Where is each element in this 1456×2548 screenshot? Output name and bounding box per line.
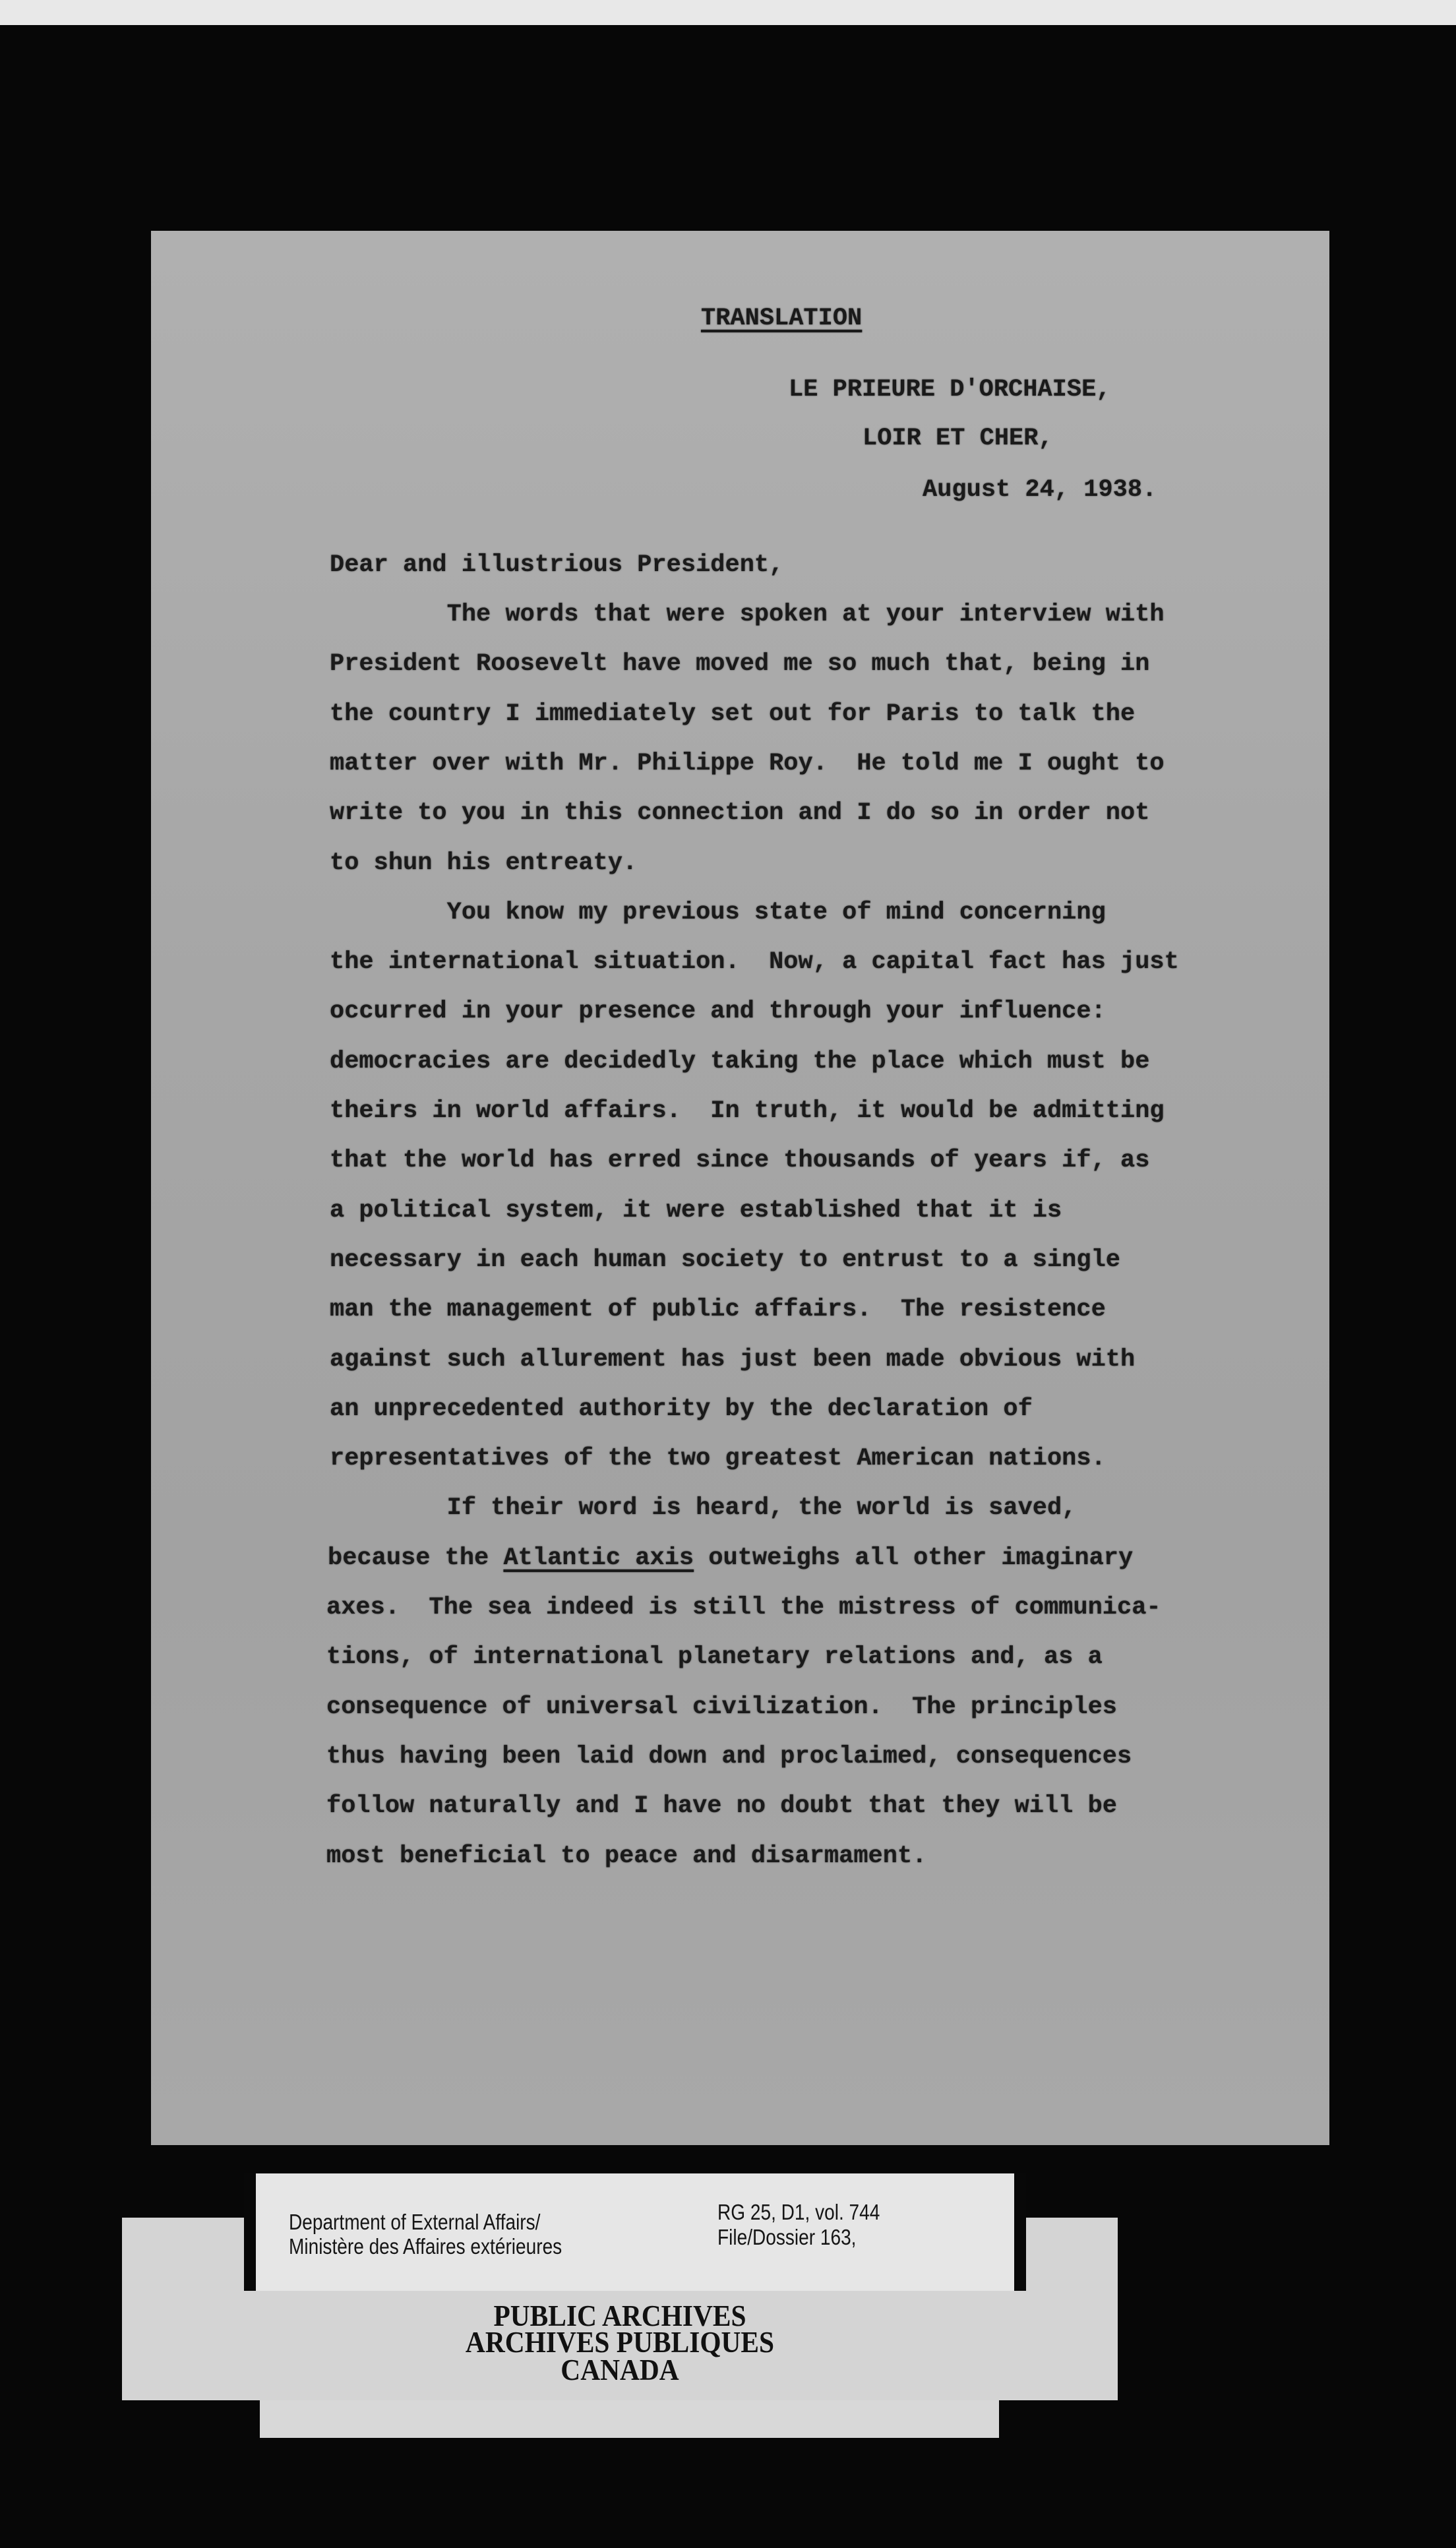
body-line: If their word is heard, the world is saved, <box>330 1494 1077 1523</box>
body-line: against such allurement has just been made obvious with <box>330 1345 1136 1374</box>
body-line: a political system, it were established that it is <box>330 1196 1062 1225</box>
body-line: necessary in each human society to entrust to a single <box>330 1246 1120 1274</box>
address-line-1: LE PRIEURE D'ORCHAISE, <box>789 376 1111 404</box>
text: because the <box>328 1544 504 1572</box>
body-line: representatives of the two greatest American nations. <box>330 1445 1106 1473</box>
document-title: TRANSLATION <box>701 305 863 332</box>
body-line: You know my previous state of mind concerning <box>330 898 1106 926</box>
body-line: democracies are decidedly taking the place which must be <box>330 1047 1150 1076</box>
body-line: man the management of public affairs. The resistence <box>330 1296 1106 1324</box>
body-line: matter over with Mr. Philippe Roy. He told me I ought to <box>330 749 1165 777</box>
body-line: the country I immediately set out for Paris to talk the <box>330 700 1136 728</box>
text: outweighs all other imaginary <box>694 1544 1134 1572</box>
body-line: consequence of universal civilization. The principles <box>326 1693 1117 1721</box>
body-line: The words that were spoken at your interview with <box>330 601 1165 628</box>
body-line: an unprecedented authority by the declaration of <box>330 1395 1033 1423</box>
address-line-2: LOIR ET CHER, <box>863 425 1053 452</box>
body-line: occurred in your presence and through your influence: <box>330 998 1106 1026</box>
record-group-reference: RG 25, D1, vol. 744 <box>717 2200 880 2224</box>
letter-date: August 24, 1938. <box>923 476 1157 504</box>
label-bottom-strip <box>260 2400 999 2438</box>
body-line: to shun his entreaty. <box>330 849 638 877</box>
body-line: axes. The sea indeed is still the mistress of communica- <box>326 1594 1161 1622</box>
body-line: theirs in world affairs. In truth, it would be admitting <box>330 1097 1165 1125</box>
body-line: tions, of international planetary relations and, as a <box>326 1643 1103 1672</box>
archive-reference-label <box>244 2173 1026 2291</box>
body-line <box>328 1544 1133 1572</box>
body-line: the international situation. Now, a capital fact has just <box>330 948 1179 977</box>
stamp-line-3: CANADA <box>561 2353 679 2386</box>
body-line: follow naturally and I have no doubt that they will be <box>326 1792 1117 1821</box>
underlined-phrase: Atlantic axis <box>503 1544 694 1572</box>
stamp-line-2: ARCHIVES PUBLIQUES <box>465 2325 775 2359</box>
file-reference: File/Dossier 163, <box>717 2225 857 2249</box>
salutation: Dear and illustrious President, <box>330 551 784 579</box>
body-line: write to you in this connection and I do so in order not <box>330 799 1150 828</box>
body-line: that the world has erred since thousands of years if, as <box>330 1147 1150 1175</box>
body-line: President Roosevelt have moved me so much that, being in <box>330 650 1150 679</box>
body-line: most beneficial to peace and disarmament. <box>326 1842 927 1870</box>
stamp-line-1: PUBLIC ARCHIVES <box>493 2299 746 2332</box>
body-line: thus having been laid down and proclaimed, consequences <box>326 1742 1132 1771</box>
department-en: Department of External Affairs/ <box>289 2210 541 2234</box>
department-fr: Ministère des Affaires extérieures <box>289 2234 562 2259</box>
top-strip <box>0 0 1456 25</box>
